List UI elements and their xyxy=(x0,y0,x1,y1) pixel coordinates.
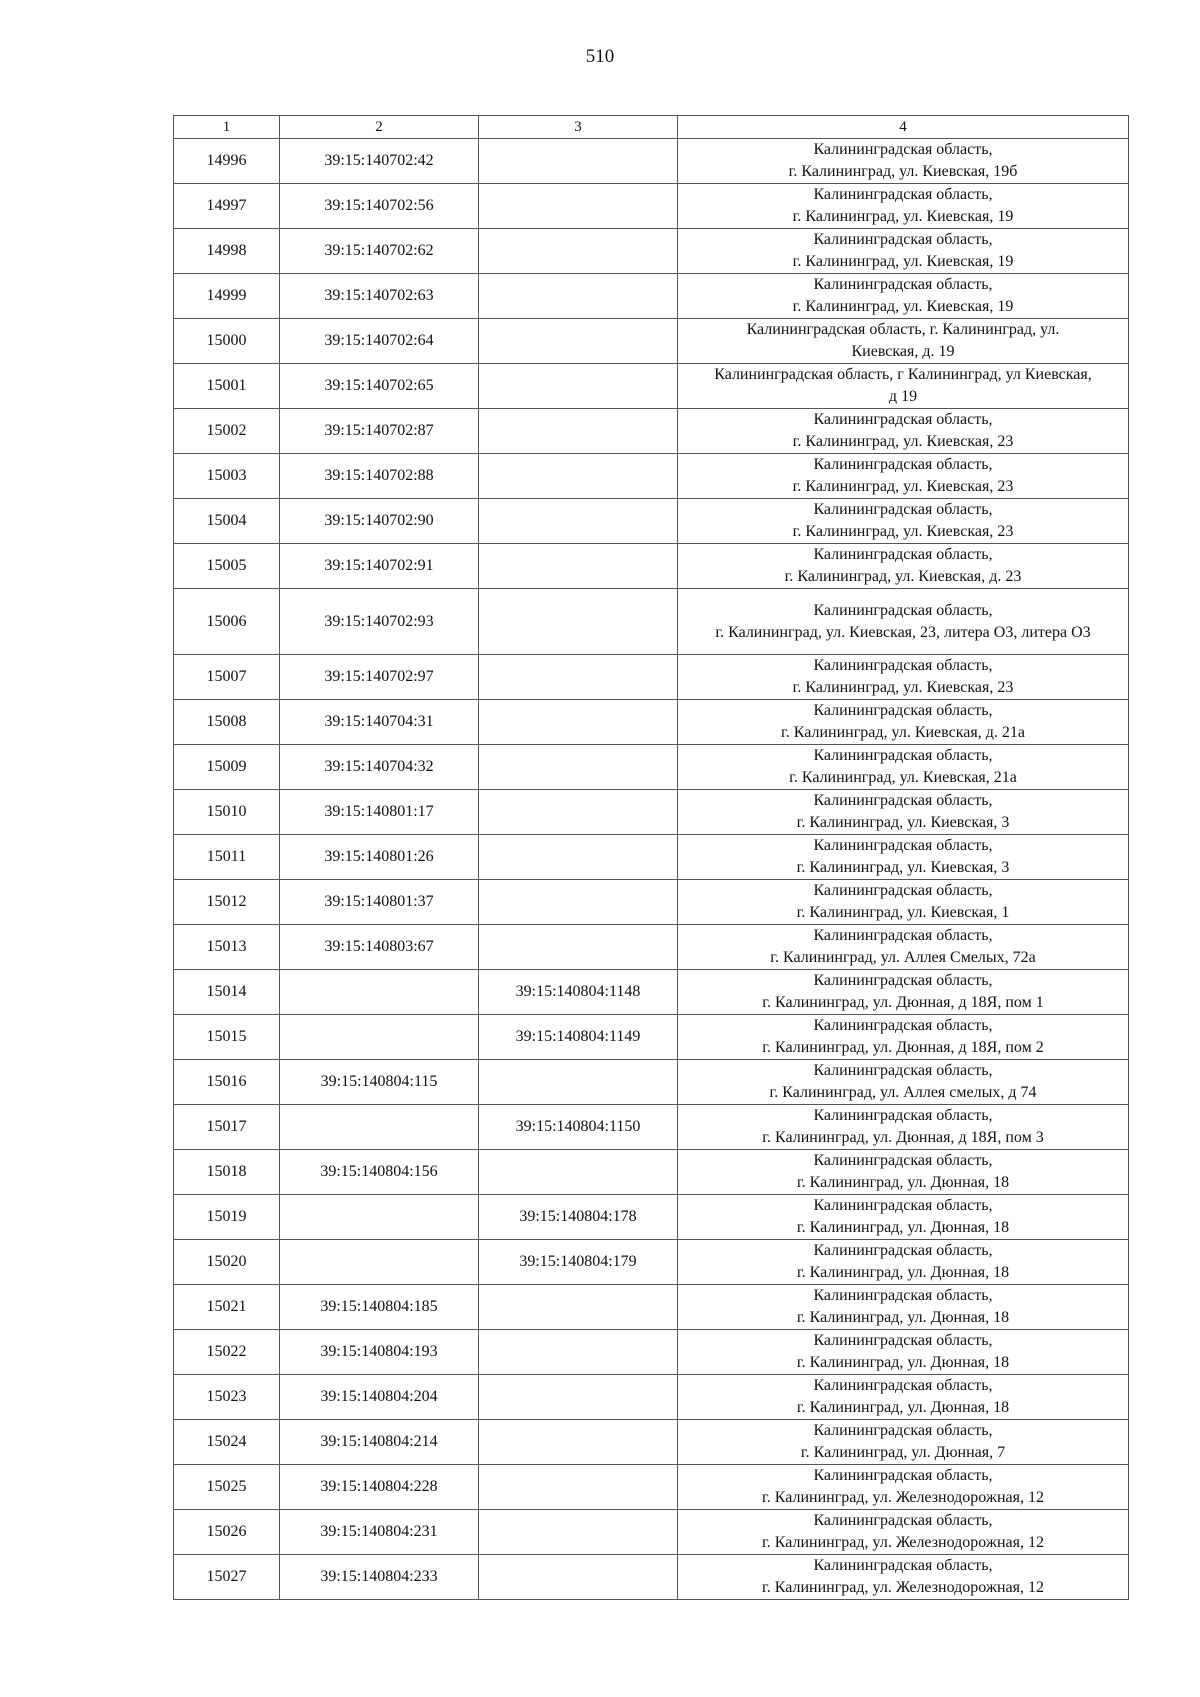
table-row xyxy=(174,880,1129,925)
cadastral-number-cell: 39:15:140702:97 xyxy=(280,655,479,700)
cadastral-number-alt-cell xyxy=(479,229,678,274)
address-line: г. Калининград, ул. Аллея Смелых, 72а xyxy=(770,949,1036,966)
cadastral-number-alt-cell xyxy=(479,700,678,745)
cadastral-number-alt-cell xyxy=(479,589,678,655)
address-line: г. Калининград, ул. Дюнная, 18 xyxy=(796,1309,1010,1326)
address-line: Калининградская область, xyxy=(813,1377,993,1394)
cadastral-number-cell: 39:15:140702:65 xyxy=(280,364,479,409)
cadastral-number-alt-cell xyxy=(479,880,678,925)
cadastral-number-cell: 39:15:140804:156 xyxy=(280,1150,479,1195)
address-cell xyxy=(678,1060,1129,1105)
address-cell xyxy=(678,184,1129,229)
cadastral-number-alt-cell xyxy=(479,745,678,790)
address-cell xyxy=(678,229,1129,274)
address-line: Калининградская область, xyxy=(813,972,993,989)
row-number-cell: 15000 xyxy=(174,319,280,364)
address-cell xyxy=(678,925,1129,970)
row-number-cell: 14998 xyxy=(174,229,280,274)
cadastral-number-alt-cell xyxy=(479,655,678,700)
address-line: Калининградская область, xyxy=(813,1557,993,1574)
row-number-cell: 15022 xyxy=(174,1330,280,1375)
cadastral-number-alt-cell: 39:15:140804:1150 xyxy=(479,1105,678,1150)
address-line: Калининградская область, xyxy=(813,1062,993,1079)
cadastral-number-cell: 39:15:140702:64 xyxy=(280,319,479,364)
table-row xyxy=(174,790,1129,835)
address-line: Калининградская область, xyxy=(813,1287,993,1304)
cadastral-number-alt-cell xyxy=(479,1465,678,1510)
cadastral-number-cell: 39:15:140801:26 xyxy=(280,835,479,880)
address-cell xyxy=(678,1195,1129,1240)
address-line: Калининградская область, xyxy=(813,837,993,854)
table-row xyxy=(174,700,1129,745)
table-body xyxy=(174,139,1129,1600)
cadastral-number-cell xyxy=(280,1105,479,1150)
address-line: Калининградская область, г Калининград, ул Киевская, xyxy=(714,366,1092,383)
table-row xyxy=(174,229,1129,274)
row-number-cell: 15019 xyxy=(174,1195,280,1240)
address-line: Калининградская область, xyxy=(813,1422,993,1439)
table-row xyxy=(174,589,1129,655)
table-row xyxy=(174,1510,1129,1555)
address-line: г. Калининград, ул. Киевская, д. 23 xyxy=(784,568,1022,585)
address-cell xyxy=(678,1330,1129,1375)
address-line: г. Калининград, ул. Киевская, 23 xyxy=(792,523,1014,540)
address-cell xyxy=(678,970,1129,1015)
address-line: г. Калининград, ул. Дюнная, д 18Я, пом 3 xyxy=(762,1129,1044,1146)
table-row xyxy=(174,184,1129,229)
table-row xyxy=(174,970,1129,1015)
header-col-2: 2 xyxy=(280,116,479,139)
row-number-cell: 15017 xyxy=(174,1105,280,1150)
address-cell xyxy=(678,274,1129,319)
row-number-cell: 15011 xyxy=(174,835,280,880)
table-row xyxy=(174,1465,1129,1510)
cadastral-number-alt-cell xyxy=(479,184,678,229)
address-line: г. Калининград, ул. Киевская, д. 21а xyxy=(781,724,1025,741)
row-number-cell: 15007 xyxy=(174,655,280,700)
address-line: г. Калининград, ул. Дюнная, 18 xyxy=(796,1174,1010,1191)
table-row xyxy=(174,1240,1129,1285)
table-row xyxy=(174,745,1129,790)
cadastral-number-cell: 39:15:140702:87 xyxy=(280,409,479,454)
address-cell xyxy=(678,1420,1129,1465)
header-col-3: 3 xyxy=(479,116,678,139)
address-line: г. Калининград, ул. Дюнная, д 18Я, пом 2 xyxy=(762,1039,1044,1056)
address-line: Калининградская область, xyxy=(813,411,993,428)
row-number-cell: 15003 xyxy=(174,454,280,499)
cadastral-number-cell: 39:15:140804:115 xyxy=(280,1060,479,1105)
header-row xyxy=(174,116,1129,139)
table-row xyxy=(174,139,1129,184)
page-number: 510 xyxy=(585,46,615,67)
cadastral-number-cell: 39:15:140801:17 xyxy=(280,790,479,835)
cadastral-number-alt-cell xyxy=(479,454,678,499)
row-number-cell: 15012 xyxy=(174,880,280,925)
table-row xyxy=(174,544,1129,589)
table-row xyxy=(174,1285,1129,1330)
table-row xyxy=(174,319,1129,364)
cadastral-number-cell: 39:15:140804:204 xyxy=(280,1375,479,1420)
address-line: г. Калининград, ул. Киевская, 19 xyxy=(792,253,1014,270)
address-line: г. Калининград, ул. Железнодорожная, 12 xyxy=(762,1534,1044,1551)
cadastral-number-cell: 39:15:140801:37 xyxy=(280,880,479,925)
cadastral-number-alt-cell xyxy=(479,925,678,970)
address-cell xyxy=(678,655,1129,700)
cadastral-number-alt-cell: 39:15:140804:178 xyxy=(479,1195,678,1240)
address-cell xyxy=(678,589,1129,655)
cadastral-number-alt-cell xyxy=(479,1555,678,1600)
address-line: г. Калининград, ул. Киевская, 3 xyxy=(796,814,1010,831)
table-row xyxy=(174,925,1129,970)
cadastral-number-cell: 39:15:140804:185 xyxy=(280,1285,479,1330)
row-number-cell: 15018 xyxy=(174,1150,280,1195)
cadastral-number-cell xyxy=(280,970,479,1015)
row-number-cell: 15014 xyxy=(174,970,280,1015)
cadastral-number-alt-cell: 39:15:140804:1148 xyxy=(479,970,678,1015)
row-number-cell: 15004 xyxy=(174,499,280,544)
table-row xyxy=(174,1330,1129,1375)
table-row xyxy=(174,1420,1129,1465)
cadastral-number-alt-cell xyxy=(479,1150,678,1195)
address-line: г. Калининград, ул. Аллея смелых, д 74 xyxy=(769,1084,1037,1101)
address-line: г. Калининград, ул. Дюнная, 18 xyxy=(796,1399,1010,1416)
address-line: г. Калининград, ул. Железнодорожная, 12 xyxy=(762,1489,1044,1506)
address-line: г. Калининград, ул. Дюнная, 18 xyxy=(796,1354,1010,1371)
cadastral-number-cell: 39:15:140702:88 xyxy=(280,454,479,499)
address-cell xyxy=(678,790,1129,835)
cadastral-number-cell: 39:15:140702:91 xyxy=(280,544,479,589)
registry-table xyxy=(173,115,1129,1600)
address-line: Калининградская область, xyxy=(813,1242,993,1259)
cadastral-number-alt-cell xyxy=(479,1060,678,1105)
row-number-cell: 15027 xyxy=(174,1555,280,1600)
address-cell xyxy=(678,745,1129,790)
cadastral-number-alt-cell xyxy=(479,274,678,319)
address-cell xyxy=(678,1105,1129,1150)
cadastral-number-alt-cell xyxy=(479,499,678,544)
address-line: г. Калининград, ул. Дюнная, д 18Я, пом 1 xyxy=(762,994,1044,1011)
address-line: Калининградская область, xyxy=(813,747,993,764)
table-row xyxy=(174,1150,1129,1195)
cadastral-number-cell: 39:15:140804:228 xyxy=(280,1465,479,1510)
cadastral-number-cell: 39:15:140702:42 xyxy=(280,139,479,184)
address-line: Калининградская область, xyxy=(813,1512,993,1529)
cadastral-number-alt-cell xyxy=(479,1510,678,1555)
cadastral-number-alt-cell xyxy=(479,544,678,589)
header-col-4: 4 xyxy=(678,116,1129,139)
address-cell xyxy=(678,139,1129,184)
address-line: Калининградская область, xyxy=(813,1197,993,1214)
address-line: г. Калининград, ул. Киевская, 23 xyxy=(792,433,1014,450)
address-line: г. Калининград, ул. Дюнная, 18 xyxy=(796,1264,1010,1281)
address-line: г. Калининград, ул. Киевская, 3 xyxy=(796,859,1010,876)
address-line: Калининградская область, xyxy=(813,657,993,674)
address-cell xyxy=(678,1555,1129,1600)
address-line: Калининградская область, xyxy=(813,501,993,518)
address-cell xyxy=(678,1375,1129,1420)
cadastral-number-cell: 39:15:140702:62 xyxy=(280,229,479,274)
address-line: Калининградская область, xyxy=(813,792,993,809)
address-cell xyxy=(678,1285,1129,1330)
row-number-cell: 15020 xyxy=(174,1240,280,1285)
address-cell xyxy=(678,1150,1129,1195)
table-row xyxy=(174,835,1129,880)
row-number-cell: 14997 xyxy=(174,184,280,229)
address-line: Калининградская область, xyxy=(813,1152,993,1169)
cadastral-number-cell: 39:15:140804:231 xyxy=(280,1510,479,1555)
table-row xyxy=(174,1105,1129,1150)
address-cell xyxy=(678,1465,1129,1510)
cadastral-number-cell: 39:15:140702:90 xyxy=(280,499,479,544)
address-cell xyxy=(678,835,1129,880)
cadastral-number-alt-cell: 39:15:140804:1149 xyxy=(479,1015,678,1060)
row-number-cell: 15006 xyxy=(174,589,280,655)
row-number-cell: 15023 xyxy=(174,1375,280,1420)
row-number-cell: 15021 xyxy=(174,1285,280,1330)
row-number-cell: 15008 xyxy=(174,700,280,745)
cadastral-number-cell xyxy=(280,1195,479,1240)
table-row xyxy=(174,1195,1129,1240)
address-line: г. Калининград, ул. Киевская, 21а xyxy=(789,769,1017,786)
row-number-cell: 15025 xyxy=(174,1465,280,1510)
table-row xyxy=(174,1060,1129,1105)
address-line: Калининградская область, xyxy=(813,1332,993,1349)
cadastral-number-cell: 39:15:140704:32 xyxy=(280,745,479,790)
address-line: г. Калининград, ул. Железнодорожная, 12 xyxy=(762,1579,1044,1596)
row-number-cell: 15009 xyxy=(174,745,280,790)
address-line: Калининградская область, xyxy=(813,456,993,473)
table-row xyxy=(174,274,1129,319)
row-number-cell: 15024 xyxy=(174,1420,280,1465)
cadastral-number-cell xyxy=(280,1015,479,1060)
address-line: г. Калининград, ул. Киевская, 23, литера О3, литера О3 xyxy=(715,623,1091,641)
row-number-cell: 15013 xyxy=(174,925,280,970)
row-number-cell: 15026 xyxy=(174,1510,280,1555)
address-cell xyxy=(678,700,1129,745)
table-row xyxy=(174,499,1129,544)
address-line: г. Калининград, ул. Дюнная, 18 xyxy=(796,1219,1010,1236)
address-cell xyxy=(678,454,1129,499)
cadastral-number-cell: 39:15:140702:56 xyxy=(280,184,479,229)
address-line: г. Калининград, ул. Киевская, 23 xyxy=(792,679,1014,696)
cadastral-number-cell: 39:15:140803:67 xyxy=(280,925,479,970)
address-line: Калининградская область, xyxy=(813,1017,993,1034)
address-line: Калининградская область, xyxy=(813,1107,993,1124)
cadastral-number-cell: 39:15:140704:31 xyxy=(280,700,479,745)
row-number-cell: 15015 xyxy=(174,1015,280,1060)
cadastral-number-alt-cell xyxy=(479,364,678,409)
address-cell xyxy=(678,1015,1129,1060)
row-number-cell: 14999 xyxy=(174,274,280,319)
cadastral-number-alt-cell xyxy=(479,1330,678,1375)
address-cell xyxy=(678,499,1129,544)
row-number-cell: 15002 xyxy=(174,409,280,454)
row-number-cell: 15010 xyxy=(174,790,280,835)
address-line: г. Калининград, ул. Киевская, 19 xyxy=(792,208,1014,225)
address-line: Калининградская область, xyxy=(813,186,993,203)
address-line: Калининградская область, xyxy=(813,1467,993,1484)
address-cell xyxy=(678,544,1129,589)
address-line: Калининградская область, xyxy=(813,141,993,158)
row-number-cell: 15016 xyxy=(174,1060,280,1105)
address-cell xyxy=(678,319,1129,364)
cadastral-number-alt-cell xyxy=(479,319,678,364)
row-number-cell: 15001 xyxy=(174,364,280,409)
address-line: Калининградская область, г. Калининград, ул. xyxy=(746,321,1060,338)
address-line: Калининградская область, xyxy=(813,276,993,293)
cadastral-number-cell: 39:15:140702:63 xyxy=(280,274,479,319)
address-line: г. Калининград, ул. Киевская, 19 xyxy=(792,298,1014,315)
address-line: Калининградская область, xyxy=(813,927,993,944)
cadastral-number-alt-cell xyxy=(479,139,678,184)
address-line: г. Калининград, ул. Киевская, 1 xyxy=(796,904,1010,921)
cadastral-number-cell xyxy=(280,1240,479,1285)
table-row xyxy=(174,1015,1129,1060)
address-line: г. Калининград, ул. Дюнная, 7 xyxy=(800,1444,1006,1461)
table-row xyxy=(174,1375,1129,1420)
table-row xyxy=(174,364,1129,409)
table-row xyxy=(174,454,1129,499)
cadastral-number-cell: 39:15:140804:214 xyxy=(280,1420,479,1465)
address-line: Киевская, д. 19 xyxy=(851,343,955,360)
address-cell xyxy=(678,409,1129,454)
address-cell xyxy=(678,880,1129,925)
cadastral-number-alt-cell xyxy=(479,1375,678,1420)
cadastral-number-alt-cell xyxy=(479,835,678,880)
address-line: д 19 xyxy=(888,388,918,405)
cadastral-number-alt-cell xyxy=(479,409,678,454)
cadastral-number-alt-cell xyxy=(479,790,678,835)
row-number-cell: 14996 xyxy=(174,139,280,184)
cadastral-number-alt-cell xyxy=(479,1420,678,1465)
address-cell xyxy=(678,364,1129,409)
table-row xyxy=(174,1555,1129,1600)
cadastral-number-cell: 39:15:140702:93 xyxy=(280,589,479,655)
cadastral-number-alt-cell xyxy=(479,1285,678,1330)
cadastral-number-cell: 39:15:140804:193 xyxy=(280,1330,479,1375)
address-cell xyxy=(678,1510,1129,1555)
table-header xyxy=(174,116,1129,139)
address-line: Калининградская область, xyxy=(813,601,993,619)
address-cell xyxy=(678,1240,1129,1285)
address-line: Калининградская область, xyxy=(813,546,993,563)
row-number-cell: 15005 xyxy=(174,544,280,589)
address-line: г. Калининград, ул. Киевская, 23 xyxy=(792,478,1014,495)
cadastral-number-alt-cell: 39:15:140804:179 xyxy=(479,1240,678,1285)
address-line: Калининградская область, xyxy=(813,231,993,248)
address-line: г. Калининград, ул. Киевская, 19б xyxy=(788,163,1018,180)
header-col-1: 1 xyxy=(174,116,280,139)
table-row xyxy=(174,409,1129,454)
address-line: Калининградская область, xyxy=(813,702,993,719)
cadastral-number-cell: 39:15:140804:233 xyxy=(280,1555,479,1600)
table-row xyxy=(174,655,1129,700)
address-line: Калининградская область, xyxy=(813,882,993,899)
